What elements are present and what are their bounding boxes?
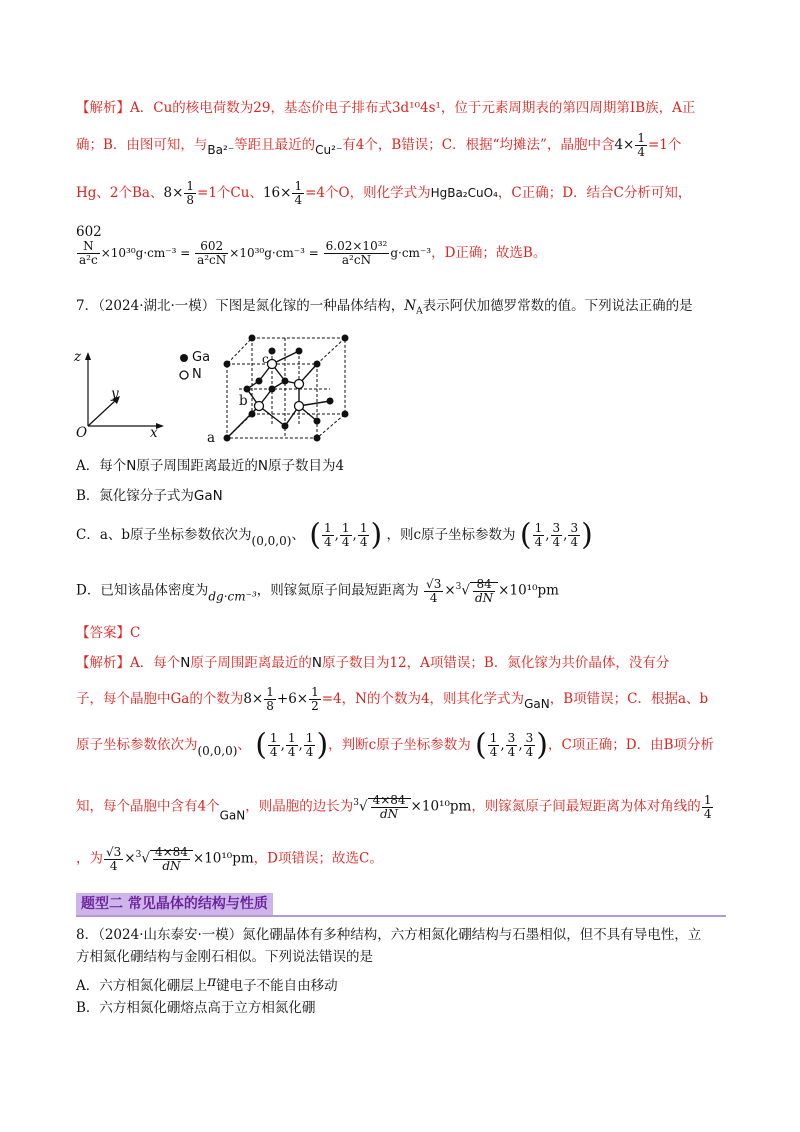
axis-origin-label: O	[76, 425, 88, 441]
atom-label-a: a	[207, 430, 216, 446]
q8-stem-line1: 8．（2024·山东泰安·一模）氮化硼晶体有多种结构，六方相氮化硼结构与石墨相似，但不具有导电性，立	[76, 927, 702, 943]
sol7-line2: 子，每个晶胞中Ga的个数为8× $\frac{1}{8}$ +6× $\frac{1}{2}$ =4，N的个数为4，则其化学式为GaN，B项错误；C．根据a、b	[76, 685, 709, 713]
atom-label-c: c	[262, 352, 269, 366]
legend-n: N	[192, 367, 202, 382]
q7-option-c: C．a、b原子坐标参数依次为(0,0,0)、 ( $\frac{1}{4}$ , $\frac{1}{4}$ , $\frac{1}{4}$ ) ，则c原子坐标参数为 ( $\frac{1}{4}$ , $\frac{3}{4}$ , $\frac{3}{4}$ )	[76, 517, 593, 553]
q7-option-d: D．已知该晶体密度为dg·cm⁻³，则镓氮原子间最短距离为 $\frac{√3}{4}$ ×$^3$√ $\frac{84}{dN}$ ×10¹⁰pm	[76, 576, 559, 605]
axis-y-label: y	[111, 386, 119, 402]
sol7-line3: 原子坐标参数依次为(0,0,0)、 ( $\frac{1}{4}$ , $\frac{1}{4}$ , $\frac{1}{4}$ )，判断c原子坐标参数为 ( $\frac{1}{4}$ , $\frac{3}{4}$ , $\frac{3}{4}$ )，C项正确；D．由B项分析	[76, 727, 715, 763]
q7-answer: 【答案】C	[76, 625, 141, 641]
section-divider	[76, 915, 726, 917]
sol6-line3: Hg、2个Ba、8× $\frac{1}{8}$ =1个Cu、16× $\frac{1}{4}$ =4个O，则化学式为HgBa₂CuO₄，C正确；D．结合C分析可知，	[76, 179, 692, 207]
sol6-line1: 【解析】A．Cu的核电荷数为29，基态价电子排布式3d¹⁰4s¹，位于元素周期表的第四周期第ⅠB族，A正	[76, 100, 696, 116]
sol6-line4: 602	[76, 224, 102, 240]
sol7-line1: 【解析】A．每个N原子周围距离最近的N原子数目为12，A项错误；B．氮化镓为共价晶体，没有分	[76, 655, 670, 671]
section-heading: 题型二 常见晶体的结构与性质	[76, 893, 273, 915]
sol7-line5: ，为 $\frac{√3}{4}$ ×$^3$√ $\frac{4\times 84}{dN}$ ×10¹⁰pm，D项错误；故选C。	[76, 844, 383, 873]
q7-stem: 7．（2024·湖北·一模）下图是氮化镓的一种晶体结构，$N_A$表示阿伏加德罗常数的值。下列说法正确的是	[76, 298, 693, 317]
axis-z-label: z	[74, 349, 82, 365]
gan-crystal-diagram	[215, 326, 355, 444]
legend-ga: Ga	[192, 350, 211, 365]
q8-option-b: B．六方相氮化硼熔点高于立方相氮化硼	[76, 1000, 316, 1016]
axis-x-label: x	[150, 425, 158, 441]
q8-option-a: A．六方相氮化硼层上π键电子不能自由移动	[76, 974, 338, 994]
sol6-line2: 确；B．由图可知，与Ba²⁻等距且最近的Cu²⁻有4个，B错误；C．根据“均摊法”，晶胞中含4× $\frac{1}{4}$ =1个	[76, 131, 682, 159]
q7-option-a: A．每个N原子周围距离最近的N原子数目为4	[76, 458, 345, 474]
atom-label-b: b	[239, 393, 248, 409]
q7-option-b: B．氮化镓分子式为GaN	[76, 488, 223, 504]
sol7-line4: 知，每个晶胞中含有4个GaN，则晶胞的边长为$^3$√ $\frac{4\times 84}{dN}$ ×10¹⁰pm，则镓氮原子间最短距离为体对角线的 $\frac{1}{4}$	[76, 792, 712, 823]
legend-markers	[178, 352, 192, 382]
q8-stem-line2: 方相氮化硼结构与金刚石相似。下列说法错误的是	[76, 949, 373, 965]
sol6-line5: $\frac{N}{\text{a²c}}$ ×10³⁰g·cm⁻³ = $\frac{602}{\text{a²cN}}$ ×10³⁰g·cm⁻³ = $\frac{\text{6.02×10³²}}{\text{a²cN}}$ g·cm⁻³，D正确；故选B。	[79, 239, 547, 267]
